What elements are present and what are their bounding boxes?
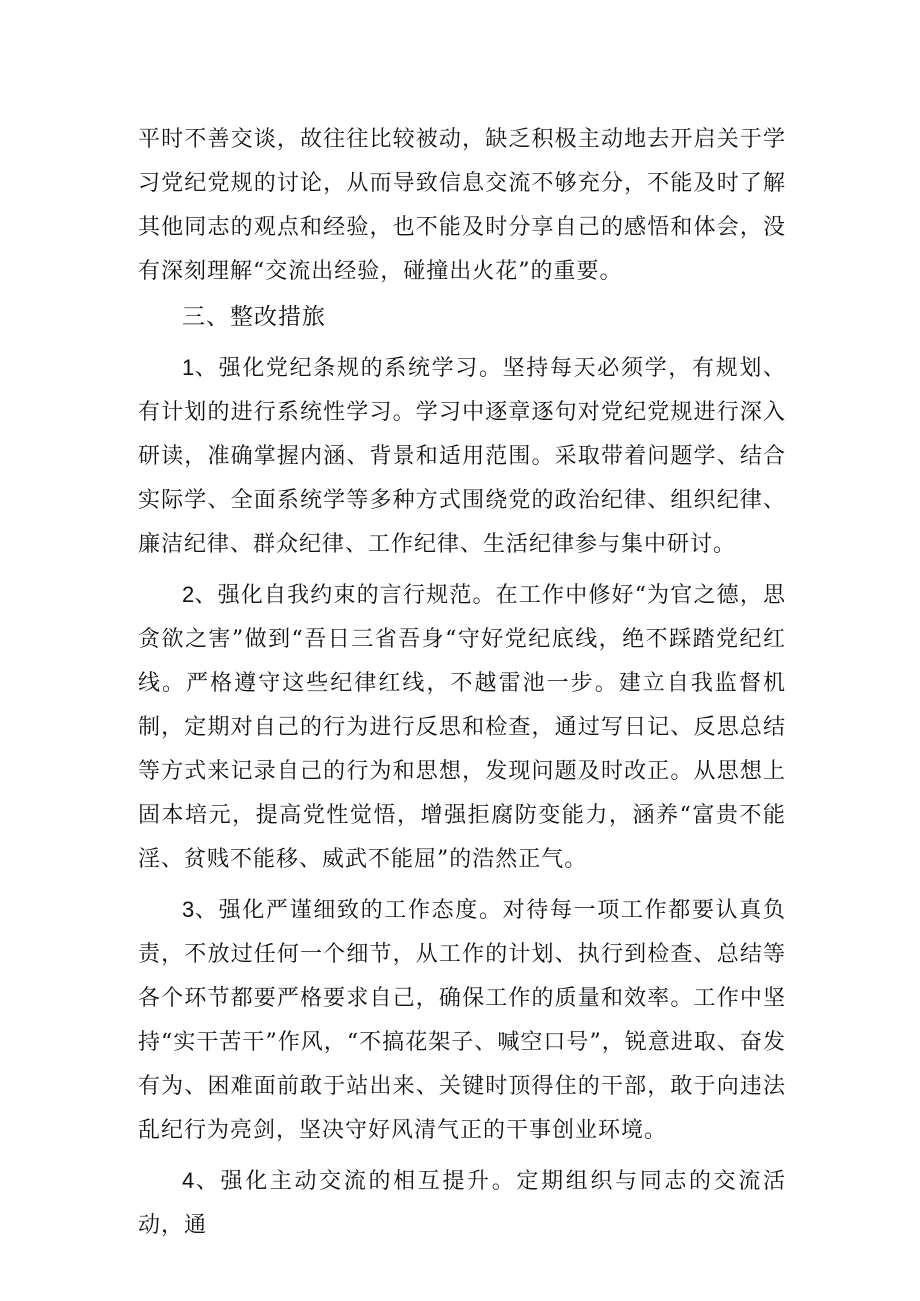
measure-item-1 bbox=[138, 346, 786, 567]
item-number: 4 bbox=[182, 1168, 195, 1193]
item-text: 、强化严谨细致的工作态度。对待每一项工作都要认真负责，不放过任何一个细节，从工作的计划、执行到检查、总结等各个环节都要严格要求自己，确保工作的质量和效率。工作中坚持“实干苦干”作风，“不搞花架子、喊空口号”，锐意进取、奋发有为、困难面前敢于站出来、关键时顶得住的干部，敢于向违法乱纪行为亮剑，坚决守好风清气正的干事创业环境。 bbox=[138, 898, 786, 1143]
item-text: 、强化主动交流的相互提升。定期组织与同志的交流活动，通 bbox=[138, 1169, 786, 1238]
continued-paragraph: 平时不善交谈，故往往比较被动，缺乏积极主动地去开启关于学习党纪党规的讨论，从而导致信息交流不够充分，不能及时了解其他同志的观点和经验，也不能及时分享自己的感悟和体会，没有深刻理解“交流出经验，碰撞出火花”的重要。 bbox=[138, 127, 786, 284]
measure-item-4 bbox=[138, 1159, 786, 1248]
item-number: 3 bbox=[182, 897, 195, 922]
item-number: 2 bbox=[182, 582, 195, 607]
item-number: 1 bbox=[182, 355, 195, 380]
item-text: 、强化自我约束的言行规范。在工作中修好“为官之德，思贪欲之害”做到“吾日三省吾身“守好党纪底线，绝不踩踏党纪红线。严格遵守这些纪律红线，不越雷池一步。建立自我监督机制，定期对自己的行为进行反思和检查，通过写日记、反思总结等方式来记录自己的行为和思想，发现问题及时改正。从思想上固本培元，提高党性觉悟，增强拒腐防变能力，涵养“富贵不能淫、贫贱不能移、威武不能屈”的浩然正气。 bbox=[138, 583, 786, 872]
measure-item-2 bbox=[138, 573, 786, 882]
measure-item-3 bbox=[138, 888, 786, 1153]
item-text: 、强化党纪条规的系统学习。坚持每天必须学，有规划、有计划的进行系统性学习。学习中逐章逐句对党纪党规进行深入研读，准确掌握内涵、背景和适用范围。采取带着问题学、结合实际学、全面系统学等多种方式围绕党的政治纪律、组织纪律、廉洁纪律、群众纪律、工作纪律、生活纪律参与集中研讨。 bbox=[138, 356, 786, 557]
section-heading: 三、整改措旅 bbox=[182, 304, 326, 330]
document-body bbox=[138, 118, 786, 1248]
